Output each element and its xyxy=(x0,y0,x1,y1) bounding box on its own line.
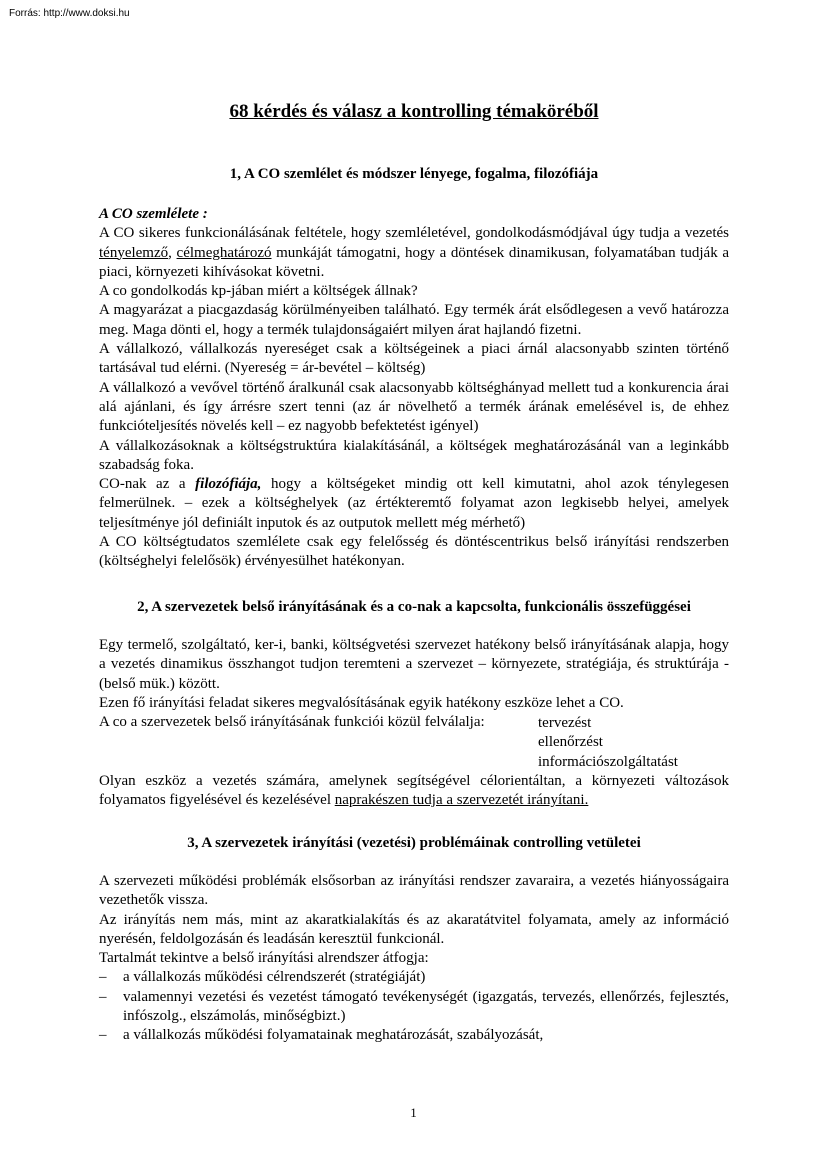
paragraph xyxy=(99,772,729,811)
text-run: hogy a költségeket mindig ott kell kimutatni, ahol azok ténylegesen felmerülnek. – ezek a költséghelyek (az értékteremtő folyamat azon legkisebb helyei, amelyek teljesítménye jól definiált inputok és az outputok mellett még mérhető) xyxy=(99,476,729,531)
function-item: információszolgáltatást xyxy=(538,753,678,770)
functions-list xyxy=(538,714,678,772)
section-1-body xyxy=(99,205,729,572)
list-item: – a vállalkozás működési célrendszerét (stratégiáját) xyxy=(99,968,729,987)
function-item: tervezést xyxy=(538,715,592,731)
paragraph: Tartalmát tekintve a belső irányítási alrendszer átfogja: xyxy=(99,950,429,967)
text-run: A CO sikeres funkcionálásának feltétele, hogy szemléletével, gondolkodásmódjával úgy tudja a vezetés xyxy=(99,225,729,242)
paragraph: A co a szervezetek belső irányításának funkciói közül felválalja: xyxy=(99,714,485,731)
text-run: Olyan eszköz a vezetés számára, amelynek segítségével célorientáltan, a környezeti változások folyamatos figyelésével és kezelésével xyxy=(99,773,729,809)
page-number: 1 xyxy=(410,1105,417,1120)
source-note: Forrás: http://www.doksi.hu xyxy=(9,8,130,19)
text-run: munkáját támogatni, hogy a döntések dinamikusan, folyamatában tudják a piaci, környezeti kihívásokat követni. xyxy=(99,244,730,280)
list-item: – a vállalkozás működési folyamatainak meghatározását, szabályozását, xyxy=(99,1026,729,1045)
underlined-term: célmeghatározó xyxy=(176,244,272,261)
paragraph: Az irányítás nem más, mint az akaratkialakítás és az akaratátvitel folyamata, amely az információ nyerésén, feldolgozásán és leadásán keresztül funkcionál. xyxy=(99,911,729,947)
text-run: , xyxy=(168,244,177,261)
paragraph: A vállalkozásoknak a költségstruktúra kialakításánál, a költségek meghatározásánál van a leginkább szabadság foka. xyxy=(99,437,729,473)
function-item: ellenőrzést xyxy=(538,734,603,751)
paragraph: A szervezeti működési problémák elsősorban az irányítási rendszer zavaraira, a vezetés hiányosságaira vezethetők vissza. xyxy=(99,873,729,909)
paragraph xyxy=(99,475,729,533)
list-item: – valamennyi vezetési és vezetést támogató tevékenységét (igazgatás, tervezés, ellenőrzés, fejlesztés, infószolg., elszámolás, minőségbizt.) xyxy=(99,988,729,1027)
document-title: 68 kérdés és válasz a kontrolling témaköréből xyxy=(229,101,599,122)
section-1-subheading: A CO szemlélete : xyxy=(99,206,208,222)
paragraph xyxy=(99,224,729,282)
paragraph: A co gondolkodás kp-jában miért a költségek állnak? xyxy=(99,283,418,300)
underlined-term: tényelemző xyxy=(99,244,169,261)
paragraph: A magyarázat a piacgazdaság körülményeiben található. Egy termék árát elsődlegesen a vevő határozza meg. Maga dönti el, hogy a termék tulajdonságaiért milyen árat hajlandó fizetni. xyxy=(99,302,729,338)
section-3-body xyxy=(99,872,729,1046)
underlined-phrase: naprakészen tudja a szervezetét irányítani. xyxy=(334,792,589,809)
paragraph: A vállalkozó a vevővel történő áralkunál csak alacsonyabb költséghányad mellett tud a konkurencia árai alá ajánlani, és így árrésre szert tenni (az ár növelhető a termék árának emelésével is, de ehhez funkcióteljesítés növelés kell – ez nagyobb befektetést igényel) xyxy=(99,379,729,435)
section-3-heading: 3, A szervezetek irányítási (vezetési) problémáinak controlling vetületei xyxy=(187,835,641,851)
emphasis-term: filozófiája, xyxy=(195,476,262,493)
section-1-heading: 1, A CO szemlélet és módszer lényege, fogalma, filozófiája xyxy=(229,166,599,182)
paragraph: Ezen fő irányítási feladat sikeres megvalósításának egyik hatékony eszköze lehet a CO. xyxy=(99,694,624,711)
paragraph: A vállalkozó, vállalkozás nyereséget csak a költségeinek a piaci árnál alacsonyabb szinten történő tartásával tud elérni. (Nyereség = ár-bevétel – költség) xyxy=(99,341,729,377)
paragraph: A CO költségtudatos szemlélete csak egy felelősség és döntéscentrikus belső irányítási rendszerben (költséghelyi felelősök) érvényesülhet hatékonyan. xyxy=(99,534,729,570)
text-run: CO-nak az a xyxy=(99,476,196,493)
paragraph: Egy termelő, szolgáltató, ker-i, banki, költségvetési szervezet hatékony belső irányításának alapja, hogy a vezetés dinamikus összhangot tudjon teremteni a szervezet – környezete, stratégiája, és struktúrája - (belső mük.) között. xyxy=(99,637,729,692)
section-2-closing xyxy=(99,772,729,811)
section-2-heading: 2, A szervezetek belső irányításának és a co-nak a kapcsolta, funkcionális összefüggései xyxy=(137,599,691,615)
